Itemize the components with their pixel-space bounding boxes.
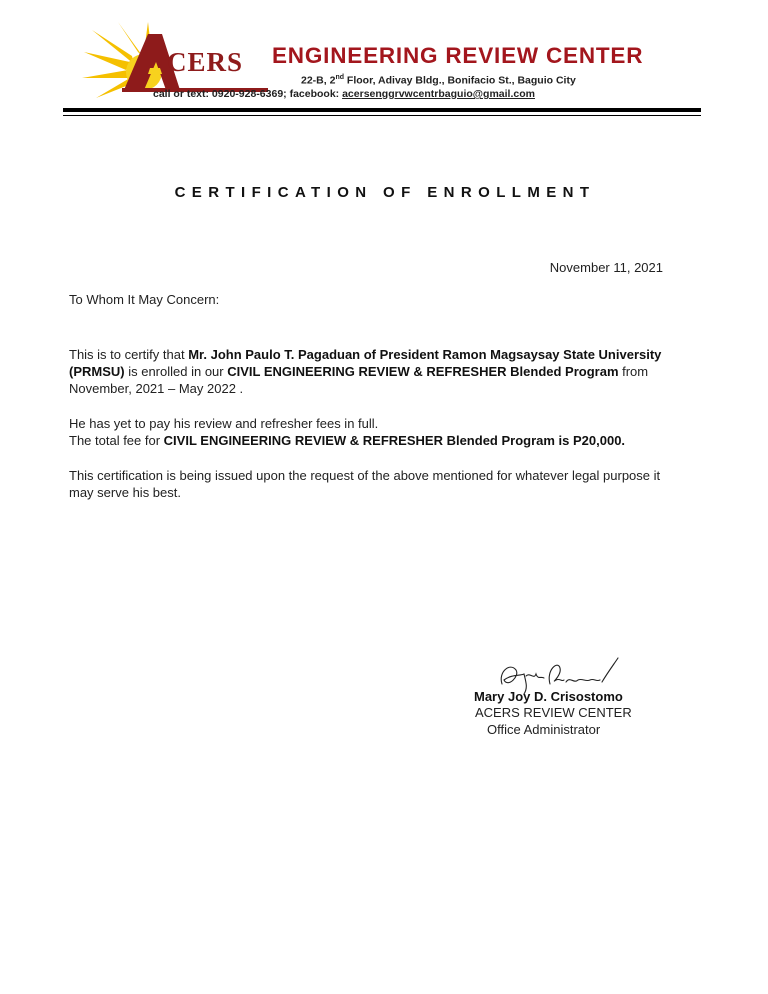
fee-paragraph: He has yet to pay his review and refresher fees in full. The total fee for CIVIL ENGINEERING REVIEW & REFRESHER Blended Program is P20,000.	[69, 416, 626, 448]
signer-name: Mary Joy D. Crisostomo	[474, 689, 623, 704]
program-name: CIVIL ENGINEERING REVIEW & REFRESHER Blended Program	[227, 364, 619, 379]
student-name: Mr. John Paulo T. Pagaduan	[188, 347, 361, 362]
center-name: ENGINEERING REVIEW CENTER	[272, 43, 644, 68]
signer-role: Office Administrator	[487, 722, 601, 737]
contact-email-link[interactable]: acersenggrvwcentrbaguio@gmail.com	[342, 88, 535, 100]
document-date: November 11, 2021	[549, 260, 663, 275]
header-rule-thick	[63, 108, 701, 112]
enrollment-paragraph: This is to certify that Mr. John Paulo T. Pagaduan of President Ramon Magsaysay State University (PRMSU) is enrolled in our CIVIL ENGINEERING REVIEW & REFRESHER Blended Program from November, 2021 – May 2022 .	[69, 347, 662, 396]
signer-organization: ACERS REVIEW CENTER	[475, 705, 632, 720]
fee-text: CIVIL ENGINEERING REVIEW & REFRESHER Blended Program is P20,000.	[163, 433, 626, 448]
document-title: CERTIFICATION OF ENROLLMENT	[174, 184, 596, 201]
logo-wordmark: CERS	[167, 47, 244, 77]
address-line: 22-B, 2nd Floor, Adivay Bldg., Bonifacio St., Baguio City	[301, 74, 576, 87]
salutation: To Whom It May Concern:	[69, 292, 220, 307]
header-rule-thin	[63, 115, 701, 116]
school-name: President Ramon Magsaysay State University (PRMSU)	[69, 347, 662, 379]
contact-line: call or text: 0920-928-6369; facebook: acersenggrvwcentrbaguio@gmail.com	[153, 88, 535, 100]
purpose-paragraph: This certification is being issued upon the request of the above mentioned for whatever legal purpose it may serve his best.	[69, 468, 661, 500]
